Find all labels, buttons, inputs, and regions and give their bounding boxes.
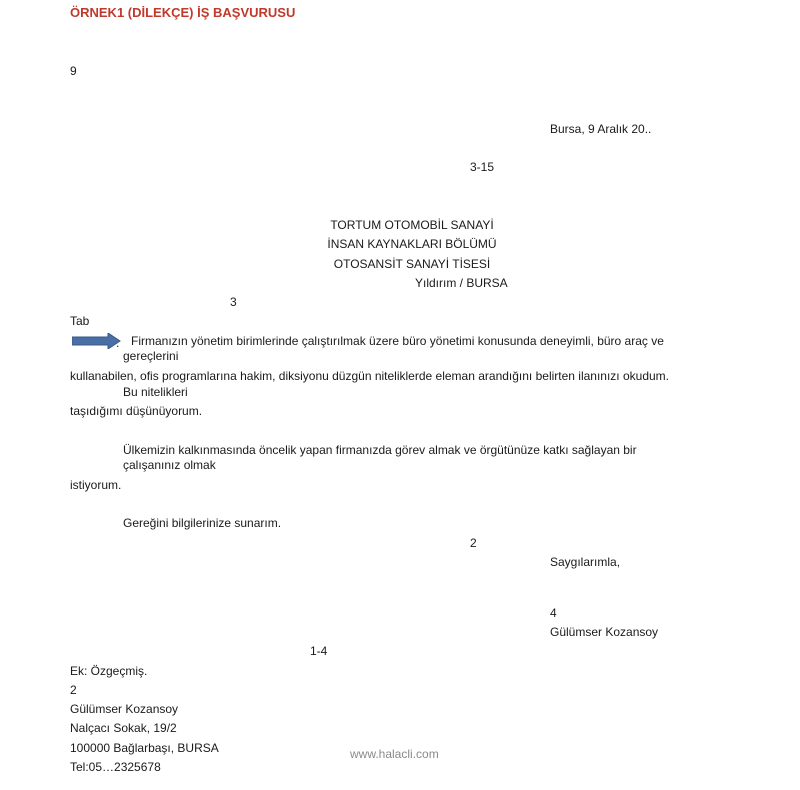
recipient-line-4: Yıldırım / BURSA (415, 276, 508, 290)
footer-url: www.halacli.com (350, 747, 439, 761)
paragraph1-line4: Bu nitelikleri (123, 385, 188, 399)
paragraph1-line3: kullanabilen, ofis programlarına hakim, diksiyonu düzgün niteliklerde eleman arandığını belirten ilanınızı okudum. (70, 369, 670, 383)
recipient-line-2: İNSAN KAYNAKLARI BÖLÜMÜ (327, 237, 497, 251)
date-line: Bursa, 9 Aralık 20.. (550, 122, 652, 136)
address-street: Nalçacı Sokak, 19/2 (70, 721, 177, 735)
paragraph3: Gereğini bilgilerinize sunarım. (123, 516, 282, 530)
paragraph2-line3: istiyorum. (70, 478, 122, 492)
paragraph1-line2: gereçlerini (123, 349, 179, 363)
tab-label: Tab (70, 314, 90, 328)
annotation-2b: 2 (70, 683, 77, 697)
annotation-9: 9 (70, 64, 77, 78)
signature-name: Gülümser Kozansoy (550, 625, 659, 639)
right-arrow-icon (72, 333, 122, 349)
annotation-2a: 2 (470, 536, 477, 550)
paragraph2-line2: çalışanınız olmak (123, 458, 216, 472)
annotation-1-4: 1-4 (310, 644, 328, 658)
annotation-3-15: 3-15 (470, 160, 495, 174)
address-name: Gülümser Kozansoy (70, 702, 179, 716)
annotation-3: 3 (230, 295, 237, 309)
paragraph2-line1: Ülkemizin kalkınmasında öncelik yapan firmanızda görev almak ve örgütünüze katkı sağlayan bir (123, 443, 637, 457)
address-phone: Tel:05…2325678 (70, 760, 161, 774)
paragraph1-line1: Firmanızın yönetim birimlerinde çalıştırılmak üzere büro yönetimi konusunda deneyimli, büro araç ve (131, 334, 664, 348)
document-title: ÖRNEK1 (DİLEKÇE) İŞ BAŞVURUSU (70, 5, 296, 20)
paragraph1-line5: taşıdığımı düşünüyorum. (70, 404, 203, 418)
recipient-line-3: OTOSANSİT SANAYİ TİSESİ (333, 257, 491, 271)
tab-marker-dot: . (116, 336, 120, 350)
address-city: 100000 Bağlarbaşı, BURSA (70, 741, 219, 755)
annotation-4: 4 (550, 606, 557, 620)
recipient-line-1: TORTUM OTOMOBİL SANAYİ (330, 218, 494, 232)
closing: Saygılarımla, (550, 555, 621, 569)
attachment: Ek: Özgeçmiş. (70, 664, 148, 678)
